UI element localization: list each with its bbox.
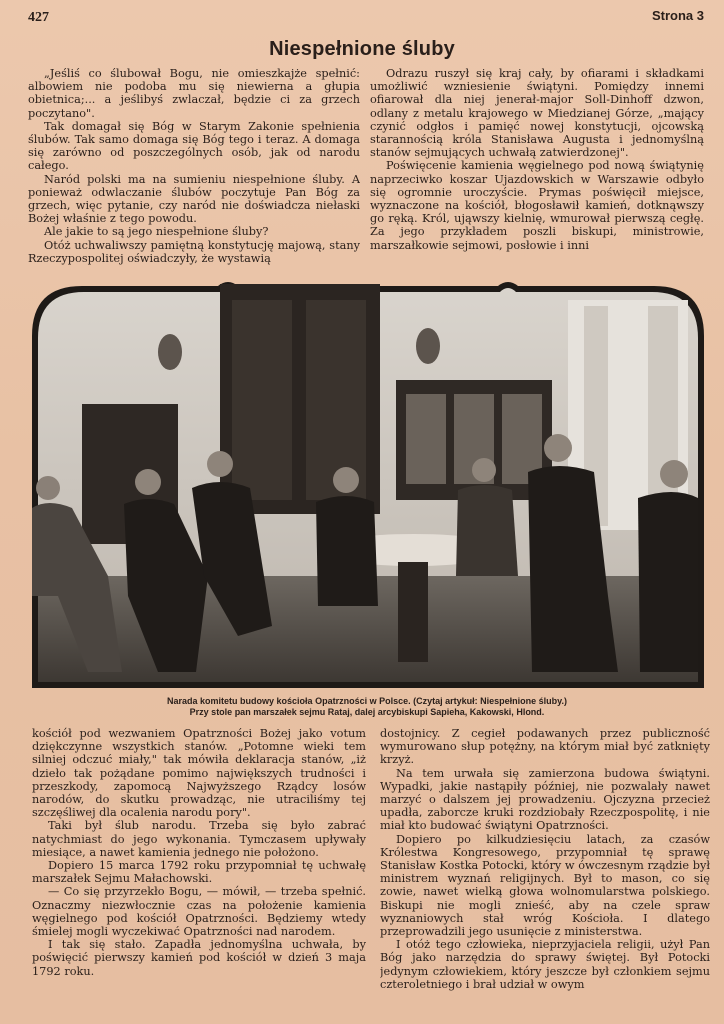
paragraph: I otóż tego człowieka, nieprzyjaciela religii, użył Pan Bóg jako narzędzia do sprawy świętej. Był Potocki jedynym człowiekiem, który jeszcze był członkiem sejmu czteroletniego i brał udział w owym bbox=[380, 938, 710, 991]
paragraph: Ale jakie to są jego niespełnione śluby? bbox=[44, 225, 269, 239]
paragraph: Poświęcenie kamienia węgielnego pod nową świątynię naprzeciwko koszar Ujazdowskich w Warszawie odbyło się ogromnie uroczyście. Prymas poświęcił miejsce, wyznaczone na kościół, błogosławił kamień, dotknąwszy go ręką. Król, ująwszy kielnię, wmurował pierwszą cegłę. Za jego przykładem poszli biskupi, ministrowie, marszałkowie sejmowi, posłowie i inni bbox=[370, 159, 704, 252]
paragraph: „Jeśliś co ślubował Bogu, nie omieszkajże spełnić: albowiem nie podoba mu się niewierna a głupia obietnica;... a jeślibyś zwlaczał, będzie ci za grzech poczytano". bbox=[28, 67, 360, 120]
caption-line-1: Narada komitetu budowy kościoła Opatrzności w Polsce. (Czytaj artykuł: Niespełnione śluby.) bbox=[167, 696, 567, 706]
caption-line-2: Przy stole pan marszałek sejmu Rataj, dalej arcybiskupi Sapieha, Kakowski, Hlond. bbox=[189, 707, 545, 717]
photo-caption bbox=[30, 696, 704, 718]
page-label: Strona 3 bbox=[651, 8, 704, 23]
page-number: 427 bbox=[28, 10, 49, 25]
article-column-top-left bbox=[28, 67, 360, 267]
paragraph: Taki był ślub narodu. Trzeba się było zabrać natychmiast do jego wykonania. Tymczasem upływały miesiące, a nawet kamienia jednego nie położono. bbox=[32, 819, 366, 859]
paragraph: I tak się stało. Zapadła jednomyślna uchwała, by poświęcić pierwszy kamień pod kościół w dzień 3 maja 1792 roku. bbox=[32, 938, 366, 978]
paragraph: — Co się przyrzekło Bogu, — mówił, — trzeba spełnić. Oznaczmy niezwłocznie czas na położenie kamienia węgielnego pod kościół Opatrzności. Będziemy wtedy śmielej mogli wyczekiwać Opatrzności nad narodem. bbox=[32, 885, 366, 939]
article-column-bottom-right bbox=[380, 727, 710, 1017]
meeting-photograph bbox=[28, 276, 708, 692]
paragraph: Dopiero po kilkudziesięciu latach, za czasów Królestwa Kongresowego, przypomniał tę sprawę Stanisław Kostka Potocki, który w ówczesnym rządzie był ministrem wyznań religijnych. Był to mason, co się zowie, nawet wielką głowa wolnomularstwa polskiego. Biskupi nie mogli znieść, aby na czele spraw wyznaniowych stał wróg Kościoła. I dlatego przeprowadzili jego usunięcie z ministerstwa. bbox=[380, 832, 710, 939]
paragraph: Na tem urwała się zamierzona budowa świątyni. Wypadki, jakie nastąpiły później, nie pozwalały nawet marzyć o dalszem jej prowadzeniu. Ojczyzna przecież upadła, zaborcze kruki rozdziobały Rzeczpospolitę, i nie miał kto budować świątyni Opatrzności. bbox=[380, 766, 710, 833]
paragraph: Tak domagał się Bóg w Starym Zakonie spełnienia ślubów. Tak samo domaga się Bóg tego i teraz. A domaga się zarówno od poszczególnych osób, jak od narodu całego. bbox=[28, 119, 360, 173]
paragraph: Otóż uchwaliwszy pamiętną konstytucję majową, stany Rzeczypospolitej oświadczyły, że wystawią bbox=[28, 238, 360, 265]
article-column-top-right bbox=[370, 67, 704, 267]
paragraph: Naród polski ma na sumieniu niespełnione śluby. A ponieważ odwlaczanie ślubów poczytuje Pan Bóg za grzech, więc pytanie, czy naród nie doświadcza niełaski Bożej właśnie z tego powodu. bbox=[28, 172, 360, 226]
paragraph: kościół pod wezwaniem Opatrzności Bożej jako votum dziękczynne wszystkich stanów. „Potomne wieki tem silniej odczuć miały," tak mówiła deklaracja stanów, „iż dzieło tak pożądane pomimo największych trudności i przeszkody, zapomocą Najwyższego Rządcy losów narodów, do skutku prowadząc, nie utraciliśmy tej szczęśliwej dla ocalenia narodu pory". bbox=[32, 727, 366, 820]
paragraph: Odrazu ruszył się kraj cały, by ofiarami i składkami umożliwić wzniesienie świątyni. Pomiędzy innemi ofiarował dla niej jenerał-major Soll-Dinhoff dzwon, odlany z metalu krajowego w Miedzianej Górze, „mający czynić odgłos i pamięć nowej konstytucji, ojcowską starannością króla Stanisława Augusta i jednomyślną stanów sejmujących uchwałą zatwierdzonej". bbox=[370, 67, 704, 160]
paragraph: dostojnicy. Z cegieł podawanych przez publiczność wymurowano słup potężny, na którym miał być zatknięty krzyż. bbox=[380, 727, 710, 767]
article-title: Niespełnione śluby bbox=[269, 38, 455, 60]
paragraph: Dopiero 15 marca 1792 roku przypomniał tę uchwałę marszałek Sejmu Małachowski. bbox=[32, 859, 366, 886]
article-column-bottom-left bbox=[32, 727, 366, 1017]
